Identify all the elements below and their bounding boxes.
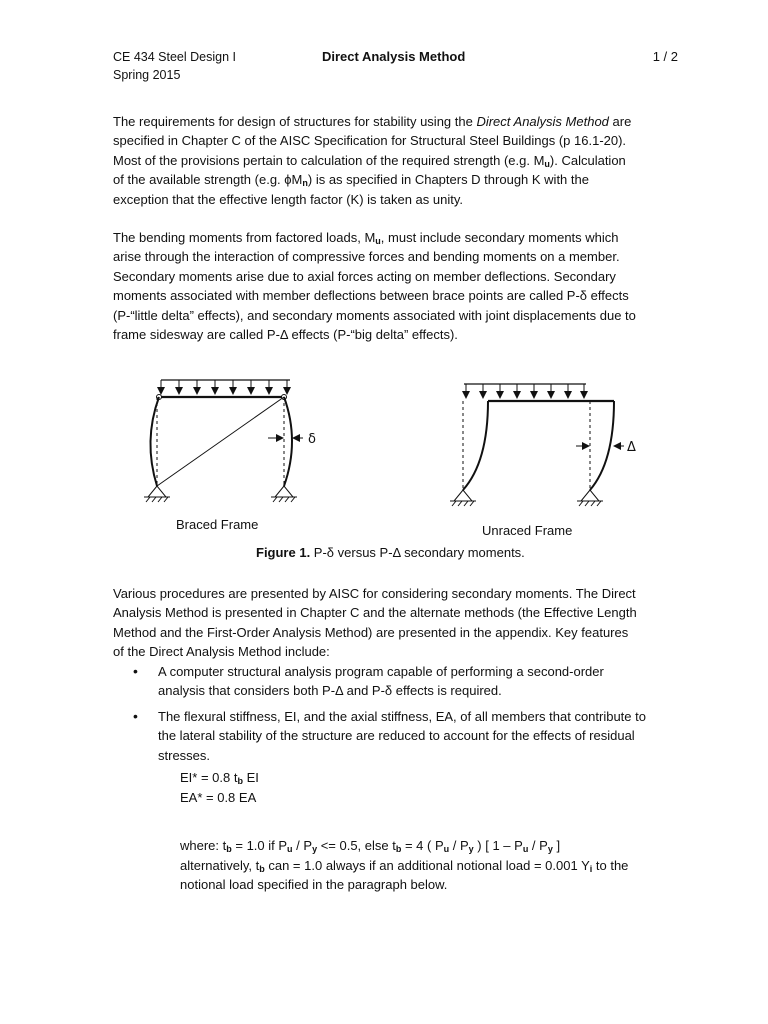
tau-b-definition — [180, 836, 628, 895]
secondary-moments-paragraph — [113, 228, 678, 344]
emphasis-text: Direct Analysis Method — [476, 114, 609, 129]
braced-frame-diagram — [144, 380, 303, 502]
stiffness-equations — [180, 768, 259, 807]
ea-equation: EA* = 0.8 EA — [180, 789, 257, 805]
page-number: 1 / 2 — [652, 49, 678, 64]
page-title: Direct Analysis Method — [322, 49, 466, 64]
text-line: arise through the interaction of compressive forces and bending moments on a member. — [113, 249, 620, 265]
text-line: of the available strength (e.g. $\phi M_n$) is as specified in Chapters D through K with the — [113, 172, 589, 189]
text-line: Secondary moments arise due to axial forces acting on member deflections. Secondary — [113, 268, 616, 284]
list-item: • A computer structural analysis program capable of performing a second-order analysis that considers both P-Δ and P-δ effects is required. — [133, 663, 604, 699]
small-delta-symbol: δ — [308, 432, 316, 447]
text-line: The bending moments from factored loads, $M_u$, must include secondary moments which — [113, 230, 619, 246]
text-line: Various procedures are presented by AISC for considering secondary moments. The Direct — [113, 586, 636, 601]
course-term: Spring 2015 — [113, 68, 181, 82]
course-header — [113, 48, 236, 84]
unbraced-frame-diagram — [450, 384, 624, 506]
course-name: CE 434 Steel Design I — [113, 50, 236, 64]
text-line: The requirements for design of structures for stability using the Direct Analysis Method are — [113, 114, 632, 129]
text-line: moments associated with member deflections between brace points are called P-δ effects — [113, 288, 629, 304]
text-line: exception that the effective length factor (K) is taken as unity. — [113, 191, 463, 207]
bullet-icon: • — [133, 663, 138, 679]
ei-equation: EI* = 0.8 $t_b$ EI — [180, 770, 259, 786]
big-delta-symbol: Δ — [627, 440, 636, 455]
text-line: of the Direct Analysis Method include: — [113, 644, 330, 660]
unbraced-frame-label: Unraced Frame — [482, 523, 573, 538]
where-line: where: $t_b = 1.0$ if $P_u / P_y <= 0.5$, else $t_b = 4$ ( $P_u / P_y$ ) [ $1 - P_u / P_y$ ] — [180, 838, 561, 854]
text-line: frame sidesway are called P-Δ effects (P-“big delta” effects). — [113, 327, 458, 343]
alternative-line-2: notional load specified in the paragraph below. — [180, 877, 448, 893]
text-line: Analysis Method is presented in Chapter C and the alternate methods (the Effective Length — [113, 605, 637, 621]
list-item: • The flexural stiffness, EI, and the axial stiffness, EA, of all members that contribute to the lateral stability of the structure are reduced to account for the effects of residual stresses. — [133, 707, 646, 763]
bullet-icon: • — [133, 707, 138, 724]
text-line: specified in Chapter C of the AISC Specification for Structural Steel Buildings (p 16.1-20). — [113, 133, 627, 149]
intro-paragraph — [113, 112, 678, 209]
procedures-paragraph — [113, 584, 678, 662]
key-features-list — [113, 662, 693, 771]
braced-frame-label: Braced Frame — [176, 517, 259, 532]
text-line: Method and the First-Order Analysis Method) are presented in the appendix. Key features — [113, 624, 629, 640]
figure-caption: Figure 1. P-δ versus P-Δ secondary moments. — [256, 545, 525, 560]
text-line: Most of the provisions pertain to calculation of the required strength (e.g. $M_u$). Calculation — [113, 152, 626, 169]
alternative-line: alternatively, $t_b$ can = 1.0 always if an additional notional load = 0.001 $Y_i$ to the — [180, 857, 629, 874]
text-line: (P-“little delta” effects), and secondary moments associated with joint displacements due to — [113, 307, 636, 323]
